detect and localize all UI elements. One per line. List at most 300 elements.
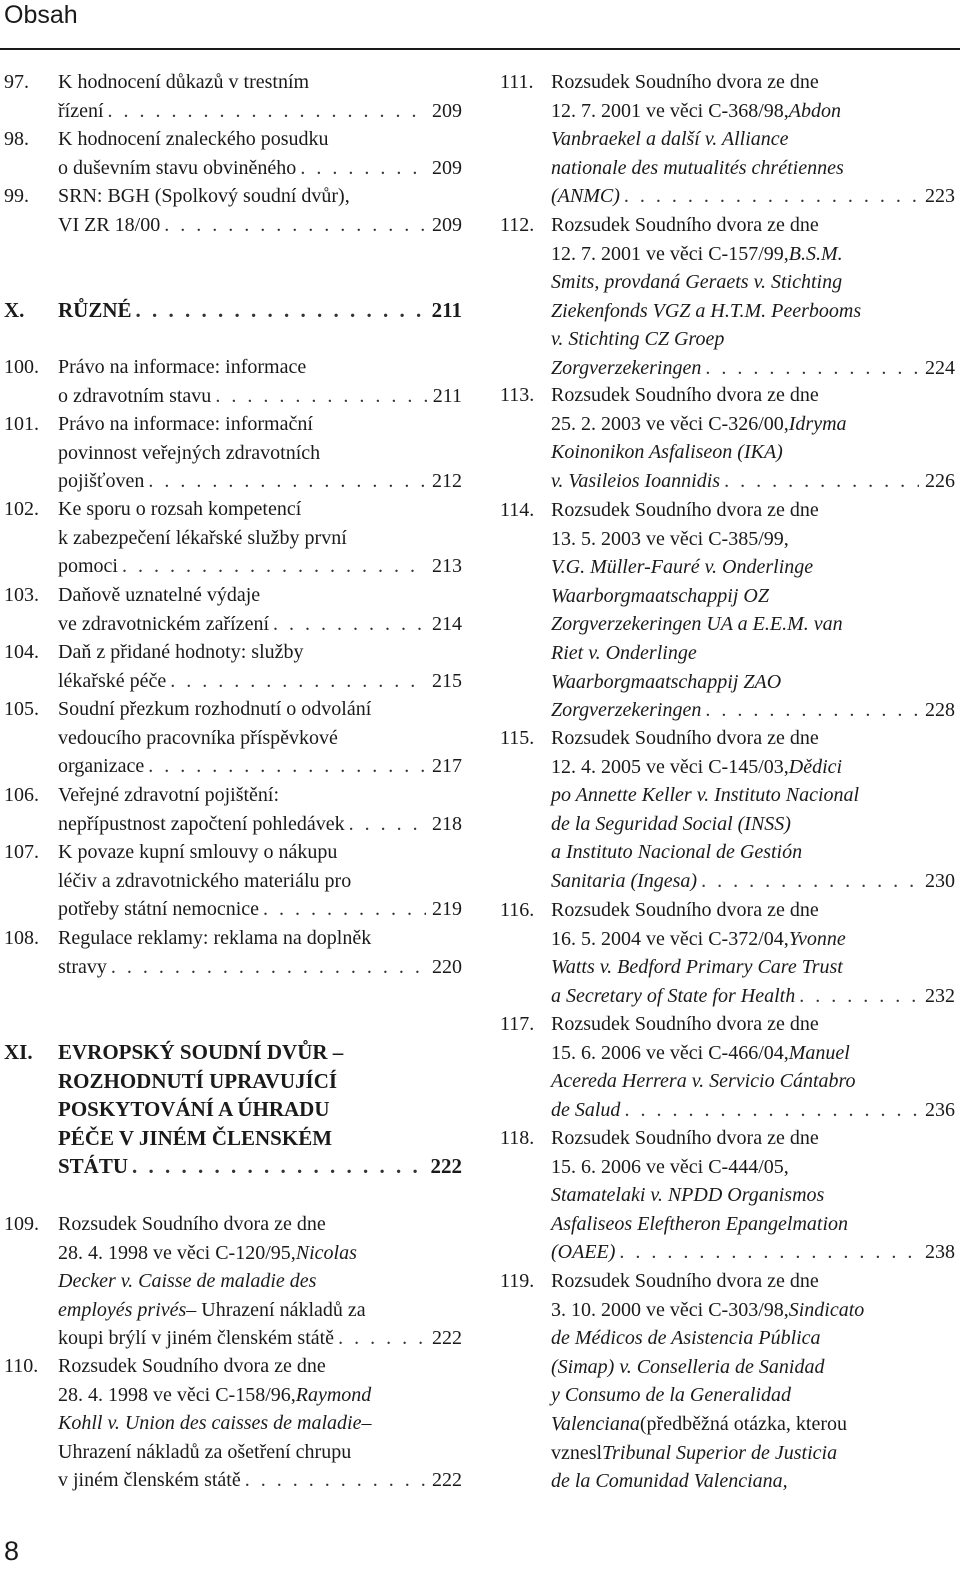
toc-entry-title	[58, 1352, 462, 1495]
toc-page-number: 219	[432, 898, 462, 921]
toc-page-number: 220	[432, 955, 462, 978]
toc-entry-number: 113.	[500, 384, 535, 406]
toc-entry-line	[58, 581, 462, 610]
toc-text: 28. 4. 1998 ve věci C-120/95,	[58, 1241, 296, 1264]
toc-entry-line	[551, 582, 955, 611]
dot-leader	[701, 867, 919, 896]
toc-text: pomoci	[58, 555, 118, 578]
toc-entry-number: 105.	[4, 698, 39, 720]
dot-leader	[619, 1238, 919, 1267]
toc-italic-text: de la Comunidad Valenciana,	[551, 1470, 788, 1493]
toc-entry-line	[551, 1353, 955, 1382]
toc-text: K hodnocení důkazů v trestním	[58, 71, 310, 93]
toc-entry-line	[58, 867, 462, 896]
toc-entry-number: 118.	[500, 1127, 535, 1149]
toc-italic-text: Zorgverzekeringen	[551, 699, 702, 722]
toc-entry-line	[551, 496, 955, 525]
toc-entry-title	[58, 695, 462, 781]
toc-italic-text: Waarborgmaatschappij OZ	[551, 584, 769, 607]
dot-leader	[108, 97, 426, 126]
toc-page-number: 236	[925, 1098, 955, 1121]
toc-entry-line	[551, 1124, 955, 1153]
toc-entry-line	[551, 553, 955, 582]
toc-text: –	[361, 1412, 372, 1435]
toc-entry-line	[58, 382, 462, 411]
toc-page-number: 212	[432, 470, 462, 493]
toc-entry-number: 108.	[4, 927, 39, 949]
toc-entry-title	[551, 211, 955, 383]
toc-entry-line	[551, 211, 955, 240]
toc-entry-line	[551, 896, 955, 925]
toc-entry-line	[58, 467, 462, 496]
toc-entry-line	[551, 753, 955, 782]
toc-text: Rozsudek Soudního dvora ze dne	[551, 384, 819, 406]
toc-entry-title	[58, 1210, 462, 1353]
toc-entry-line	[58, 1381, 462, 1410]
toc-entry-line	[551, 1439, 955, 1468]
toc-entry-line	[58, 724, 462, 753]
toc-italic-text: a Secretary of State for Health	[551, 984, 796, 1007]
toc-entry-line	[551, 610, 955, 639]
toc-text: VI ZR 18/00	[58, 213, 161, 236]
toc-italic-text: (Simap) v. Conselleria de Sanidad	[551, 1355, 825, 1378]
toc-entry-number: 116.	[500, 899, 535, 921]
toc-page-number: 209	[432, 213, 462, 236]
toc-italic-text: Ziekenfonds VGZ a H.T.M. Peerbooms	[551, 299, 862, 322]
toc-text: 12. 7. 2001 ve věci C-368/98,	[551, 99, 789, 122]
toc-entry-number: 103.	[4, 584, 39, 606]
toc-text: lékařské péče	[58, 669, 167, 692]
toc-italic-text: (OAEE)	[551, 1241, 616, 1264]
toc-entry-number: 97.	[4, 71, 29, 93]
toc-entry-line	[58, 1210, 462, 1239]
toc-page-number: 222	[430, 1154, 462, 1179]
toc-text: K povaze kupní smlouvy o nákupu	[58, 841, 338, 863]
toc-entry-line	[551, 1010, 955, 1039]
toc-text: RŮZNÉ	[58, 298, 132, 322]
toc-page-number: 209	[432, 156, 462, 179]
dot-leader	[300, 154, 426, 183]
toc-entry-line	[58, 1239, 462, 1268]
toc-text: Veřejné zdravotní pojištění:	[58, 784, 280, 806]
toc-text: Daňově uznatelné výdaje	[58, 584, 261, 606]
dot-leader	[799, 982, 919, 1011]
toc-entry-title	[58, 125, 462, 182]
toc-text: stravy	[58, 955, 107, 978]
toc-italic-text: de Salud	[551, 1098, 621, 1121]
toc-right-column	[496, 0, 955, 1569]
toc-page-number: 223	[925, 185, 955, 208]
toc-text: 13. 5. 2003 ve věci C-385/99,	[551, 527, 789, 550]
toc-entry-line	[551, 810, 955, 839]
toc-italic-text: Valenciana	[551, 1412, 640, 1435]
toc-page-number: 211	[431, 298, 462, 322]
toc-text: k zabezpečení lékařské služby první	[58, 526, 347, 549]
toc-entry-number: 110.	[4, 1355, 39, 1377]
toc-entry-number: 109.	[4, 1213, 39, 1235]
toc-entry-title	[58, 68, 462, 125]
toc-text: 3. 10. 2000 ve věci C-303/98,	[551, 1298, 789, 1321]
toc-entry-line	[551, 982, 955, 1011]
dot-leader	[215, 382, 426, 411]
toc-entry-line	[58, 838, 462, 867]
toc-text: Právo na informace: informace	[58, 356, 307, 378]
toc-entry-line	[551, 1067, 955, 1096]
toc-entry-line	[551, 781, 955, 810]
toc-italic-text: Decker v. Caisse de maladie des	[58, 1270, 317, 1293]
toc-entry-line	[551, 410, 955, 439]
toc-entry-number: 100.	[4, 356, 39, 378]
toc-entry-line	[58, 1038, 462, 1067]
toc-italic-text: Tribunal Superior de Justicia	[602, 1441, 838, 1464]
toc-text: potřeby státní nemocnice	[58, 898, 260, 921]
toc-entry-line	[551, 125, 955, 154]
toc-entry-line	[58, 495, 462, 524]
toc-entry-line	[551, 182, 955, 211]
toc-text: STÁTU	[58, 1154, 129, 1179]
toc-entry-line	[58, 781, 462, 810]
toc-text: Právo na informace: informační	[58, 413, 313, 435]
dot-leader	[132, 1152, 424, 1181]
toc-text: v jiném členském státě	[58, 1469, 241, 1492]
toc-text: ROZHODNUTÍ UPRAVUJÍCÍ	[58, 1068, 338, 1093]
toc-entry-title	[58, 581, 462, 638]
toc-entry-number: 102.	[4, 498, 39, 520]
toc-text: o duševním stavu obviněného	[58, 156, 297, 179]
toc-entry-title	[58, 495, 462, 581]
toc-text: Rozsudek Soudního dvora ze dne	[551, 727, 819, 749]
toc-entry-line	[58, 695, 462, 724]
toc-entry-line	[551, 696, 955, 725]
toc-text: PÉČE V JINÉM ČLENSKÉM	[58, 1125, 333, 1150]
toc-italic-text: Zorgverzekeringen UA a E.E.M. van	[551, 613, 843, 636]
toc-entry-line	[58, 353, 462, 382]
toc-entry-line	[551, 268, 955, 297]
toc-entry-title	[58, 924, 462, 981]
toc-entry-number: 119.	[500, 1270, 535, 1292]
toc-italic-text: Riet v. Onderlinge	[551, 641, 697, 664]
dot-leader	[273, 610, 426, 639]
toc-entry-line	[58, 610, 462, 639]
toc-entry-line	[58, 1466, 462, 1495]
toc-italic-text: employés privés	[58, 1298, 187, 1321]
toc-entry-line	[58, 182, 462, 211]
toc-page-number: 222	[432, 1327, 462, 1350]
toc-entry-line	[58, 524, 462, 553]
toc-page-number: 222	[432, 1469, 462, 1492]
dot-leader	[164, 211, 426, 240]
toc-entry-number: 112.	[500, 214, 535, 236]
toc-text: organizace	[58, 755, 145, 778]
toc-entry-line	[58, 154, 462, 183]
toc-entry-line	[58, 1267, 462, 1296]
toc-italic-text: v. Vasileios Ioannidis	[551, 469, 721, 492]
dot-leader	[111, 953, 426, 982]
toc-entry-line	[58, 97, 462, 126]
toc-entry-line	[551, 1410, 955, 1439]
toc-text: nepřípustnost započtení pohledávek	[58, 812, 345, 835]
toc-entry-number: 104.	[4, 641, 39, 663]
toc-text: 28. 4. 1998 ve věci C-158/96,	[58, 1383, 296, 1406]
toc-italic-text: Stamatelaki v. NPDD Organismos	[551, 1184, 825, 1207]
toc-italic-text: Acereda Herrera v. Servicio Cántabro	[551, 1070, 856, 1093]
toc-entry-title	[58, 838, 462, 924]
toc-entry-line	[551, 925, 955, 954]
toc-entry-line	[551, 381, 955, 410]
toc-text: – Uhrazení nákladů za	[186, 1298, 366, 1321]
toc-entry-line	[551, 724, 955, 753]
toc-entry-line	[551, 154, 955, 183]
dot-leader	[122, 552, 426, 581]
toc-page-number: 238	[925, 1241, 955, 1264]
toc-page-number: 209	[432, 99, 462, 122]
toc-page-number: 211	[432, 384, 462, 407]
toc-text: 25. 2. 2003 ve věci C-326/00,	[551, 412, 789, 435]
toc-page-number: 213	[432, 555, 462, 578]
toc-entry-line	[551, 668, 955, 697]
toc-entry-number: 106.	[4, 784, 39, 806]
toc-entry-title	[58, 1038, 462, 1181]
dot-leader	[624, 182, 919, 211]
toc-text: Rozsudek Soudního dvora ze dne	[551, 1127, 819, 1149]
toc-text: 15. 6. 2006 ve věci C-466/04,	[551, 1041, 789, 1064]
toc-text: o zdravotním stavu	[58, 384, 212, 407]
toc-entry-line	[58, 1152, 462, 1181]
toc-entry-line	[58, 924, 462, 953]
toc-entry-title	[58, 353, 462, 410]
toc-text: koupi brýlí v jiném členském státě	[58, 1327, 335, 1350]
toc-italic-text: B.S.M.	[788, 242, 843, 265]
toc-entry-title	[551, 68, 955, 211]
toc-entry-line	[551, 1381, 955, 1410]
toc-italic-text: Sindicato	[788, 1298, 865, 1321]
toc-entry-line	[551, 1267, 955, 1296]
toc-text: povinnost veřejných zdravotních	[58, 441, 321, 464]
toc-entry-number: 114.	[500, 499, 535, 521]
toc-italic-text: V.G. Müller-Fauré v. Onderlinge	[551, 556, 814, 579]
toc-text: K hodnocení znaleckého posudku	[58, 128, 329, 150]
toc-entry-title	[58, 781, 462, 838]
toc-entry-line	[551, 1467, 955, 1496]
toc-entry-title	[58, 638, 462, 695]
toc-entry-title	[551, 724, 955, 896]
toc-text: vedoucího pracovníka příspěvkové	[58, 726, 338, 749]
toc-italic-text: po Annette Keller v. Instituto Nacional	[551, 784, 860, 807]
toc-page-number: 230	[925, 869, 955, 892]
toc-text: Rozsudek Soudního dvora ze dne	[551, 1013, 819, 1035]
toc-entry-line	[58, 68, 462, 97]
toc-italic-text: (ANMC)	[551, 185, 620, 208]
toc-text: 15. 6. 2006 ve věci C-444/05,	[551, 1155, 789, 1178]
toc-entry-number: 99.	[4, 185, 29, 207]
toc-entry-title	[551, 1010, 955, 1124]
toc-text: Regulace reklamy: reklama na doplněk	[58, 927, 372, 949]
toc-entry-line	[551, 1324, 955, 1353]
toc-entry-line	[551, 68, 955, 97]
toc-entry-line	[58, 296, 462, 325]
toc-entry-line	[58, 1438, 462, 1467]
toc-text: pojišťoven	[58, 470, 145, 493]
dot-leader	[245, 1466, 426, 1495]
toc-entry-line	[58, 125, 462, 154]
toc-entry-number: 117.	[500, 1013, 535, 1035]
toc-text: Rozsudek Soudního dvora ze dne	[551, 1270, 819, 1292]
toc-entry-title	[58, 182, 462, 239]
toc-entry-line	[551, 354, 955, 383]
toc-entry-line	[58, 1067, 462, 1096]
toc-entry-line	[551, 1181, 955, 1210]
toc-entry-line	[58, 439, 462, 468]
toc-italic-text: Asfaliseos Eleftheron Epangelmation	[551, 1212, 849, 1235]
dot-leader	[263, 895, 426, 924]
toc-italic-text: v. Stichting CZ Groep	[551, 328, 725, 351]
toc-entry-number: 101.	[4, 413, 39, 435]
toc-entry-line	[551, 525, 955, 554]
toc-italic-text: Yvonne	[788, 927, 846, 950]
dot-leader	[148, 752, 426, 781]
toc-text: Rozsudek Soudního dvora ze dne	[551, 214, 819, 236]
toc-text: 12. 4. 2005 ve věci C-145/03,	[551, 755, 789, 778]
toc-text: 12. 7. 2001 ve věci C-157/99,	[551, 242, 789, 265]
toc-entry-line	[551, 1210, 955, 1239]
toc-entry-line	[551, 639, 955, 668]
toc-text: SRN: BGH (Spolkový soudní dvůr),	[58, 185, 350, 207]
toc-entry-line	[58, 410, 462, 439]
toc-entry-number: 107.	[4, 841, 39, 863]
toc-entry-line	[551, 1039, 955, 1068]
toc-entry-line	[551, 953, 955, 982]
toc-entry-title	[551, 896, 955, 1010]
toc-page-number: 228	[925, 699, 955, 722]
toc-italic-text: Raymond	[295, 1383, 372, 1406]
toc-italic-text: Idryma	[788, 412, 847, 435]
toc-entry-title	[58, 296, 462, 325]
toc-text: Ke sporu o rozsah kompetencí	[58, 498, 302, 520]
toc-page-number: 214	[432, 612, 462, 635]
toc-page-number: 217	[432, 755, 462, 778]
toc-text: léčiv a zdravotnického materiálu pro	[58, 869, 352, 892]
toc-entry-number: X.	[4, 298, 25, 322]
toc-entry-line	[58, 1409, 462, 1438]
toc-italic-text: Sanitaria (Ingesa)	[551, 869, 698, 892]
toc-entry-line	[58, 211, 462, 240]
toc-italic-text: Waarborgmaatschappij ZAO	[551, 670, 782, 693]
toc-text: Rozsudek Soudního dvora ze dne	[551, 899, 819, 921]
toc-entry-line	[58, 810, 462, 839]
toc-italic-text: a Instituto Nacional de Gestión	[551, 841, 803, 864]
toc-entry-number: 115.	[500, 727, 535, 749]
toc-italic-text: Zorgverzekeringen	[551, 356, 702, 379]
toc-entry-line	[551, 297, 955, 326]
toc-entry-line	[58, 1095, 462, 1124]
toc-italic-text: de la Seguridad Social (INSS)	[551, 812, 791, 835]
toc-entry-line	[551, 240, 955, 269]
toc-entry-line	[58, 1296, 462, 1325]
dot-leader	[705, 354, 919, 383]
toc-italic-text: Nicolas	[295, 1241, 357, 1264]
toc-entry-number: 98.	[4, 128, 29, 150]
toc-text: Daň z přidané hodnoty: služby	[58, 641, 304, 663]
toc-entry-title	[551, 496, 955, 725]
toc-entry-line	[58, 953, 462, 982]
dot-leader	[170, 667, 426, 696]
toc-entry-line	[58, 752, 462, 781]
toc-page-number: 215	[432, 669, 462, 692]
toc-entry-line	[58, 638, 462, 667]
toc-page-number: 224	[925, 356, 955, 379]
toc-italic-text: y Consumo de la Generalidad	[551, 1384, 791, 1407]
toc-italic-text: de Médicos de Asistencia Pública	[551, 1327, 821, 1350]
dot-leader	[349, 810, 426, 839]
toc-entry-line	[58, 1124, 462, 1153]
toc-text: Rozsudek Soudního dvora ze dne	[58, 1355, 326, 1377]
toc-entry-line	[58, 1352, 462, 1381]
toc-entry-line	[551, 1296, 955, 1325]
dot-leader	[338, 1324, 426, 1353]
toc-entry-line	[551, 325, 955, 354]
toc-text: Rozsudek Soudního dvora ze dne	[551, 71, 819, 93]
toc-italic-text: Vanbraekel a další v. Alliance	[551, 128, 789, 151]
toc-entry-line	[58, 667, 462, 696]
toc-italic-text: Abdon	[788, 99, 841, 122]
toc-page-number: 226	[925, 469, 955, 492]
toc-entry-line	[58, 895, 462, 924]
toc-page-number: 232	[925, 984, 955, 1007]
toc-text: ve zdravotnickém zařízení	[58, 612, 269, 635]
toc-italic-text: Manuel	[788, 1041, 850, 1064]
toc-italic-text: Koinonikon Asfaliseon (IKA)	[551, 441, 783, 464]
toc-entry-line	[551, 1153, 955, 1182]
toc-entry-number: 111.	[500, 71, 534, 93]
dot-leader	[624, 1096, 919, 1125]
toc-text: POSKYTOVÁNÍ A ÚHRADU	[58, 1097, 330, 1122]
toc-text: Soudní přezkum rozhodnutí o odvolání	[58, 698, 372, 720]
toc-entry-title	[551, 381, 955, 495]
toc-entry-title	[551, 1124, 955, 1267]
toc-entry-line	[551, 438, 955, 467]
toc-entry-title	[551, 1267, 955, 1496]
toc-entry-line	[58, 1324, 462, 1353]
toc-italic-text: nationale des mutualités chrétiennes	[551, 156, 844, 179]
toc-text: Rozsudek Soudního dvora ze dne	[58, 1213, 326, 1235]
page-title: Obsah	[4, 1, 78, 29]
toc-entry-line	[551, 467, 955, 496]
toc-text: 16. 5. 2004 ve věci C-372/04,	[551, 927, 789, 950]
toc-text: EVROPSKÝ SOUDNÍ DVŮR –	[58, 1040, 344, 1064]
toc-italic-text: Kohll v. Union des caisses de maladie	[58, 1412, 362, 1435]
dot-leader	[148, 467, 426, 496]
toc-text: řízení	[58, 99, 104, 122]
toc-entry-line	[551, 867, 955, 896]
toc-entry-line	[551, 97, 955, 126]
toc-page-number: 218	[432, 812, 462, 835]
toc-entry-line	[551, 838, 955, 867]
toc-italic-text: Watts v. Bedford Primary Care Trust	[551, 956, 843, 979]
toc-text: Uhrazení nákladů za ošetření chrupu	[58, 1440, 352, 1463]
toc-left-column	[0, 0, 462, 1569]
toc-entry-line	[551, 1238, 955, 1267]
toc-text: vznesl	[551, 1441, 603, 1464]
toc-entry-line	[58, 552, 462, 581]
page-number: 8	[4, 1536, 20, 1566]
toc-text: Rozsudek Soudního dvora ze dne	[551, 499, 819, 521]
dot-leader	[705, 696, 919, 725]
dot-leader	[136, 296, 426, 325]
toc-italic-text: Smits, provdaná Geraets v. Stichting	[551, 271, 843, 294]
toc-entry-line	[551, 1096, 955, 1125]
dot-leader	[724, 467, 919, 496]
toc-entry-title	[58, 410, 462, 496]
